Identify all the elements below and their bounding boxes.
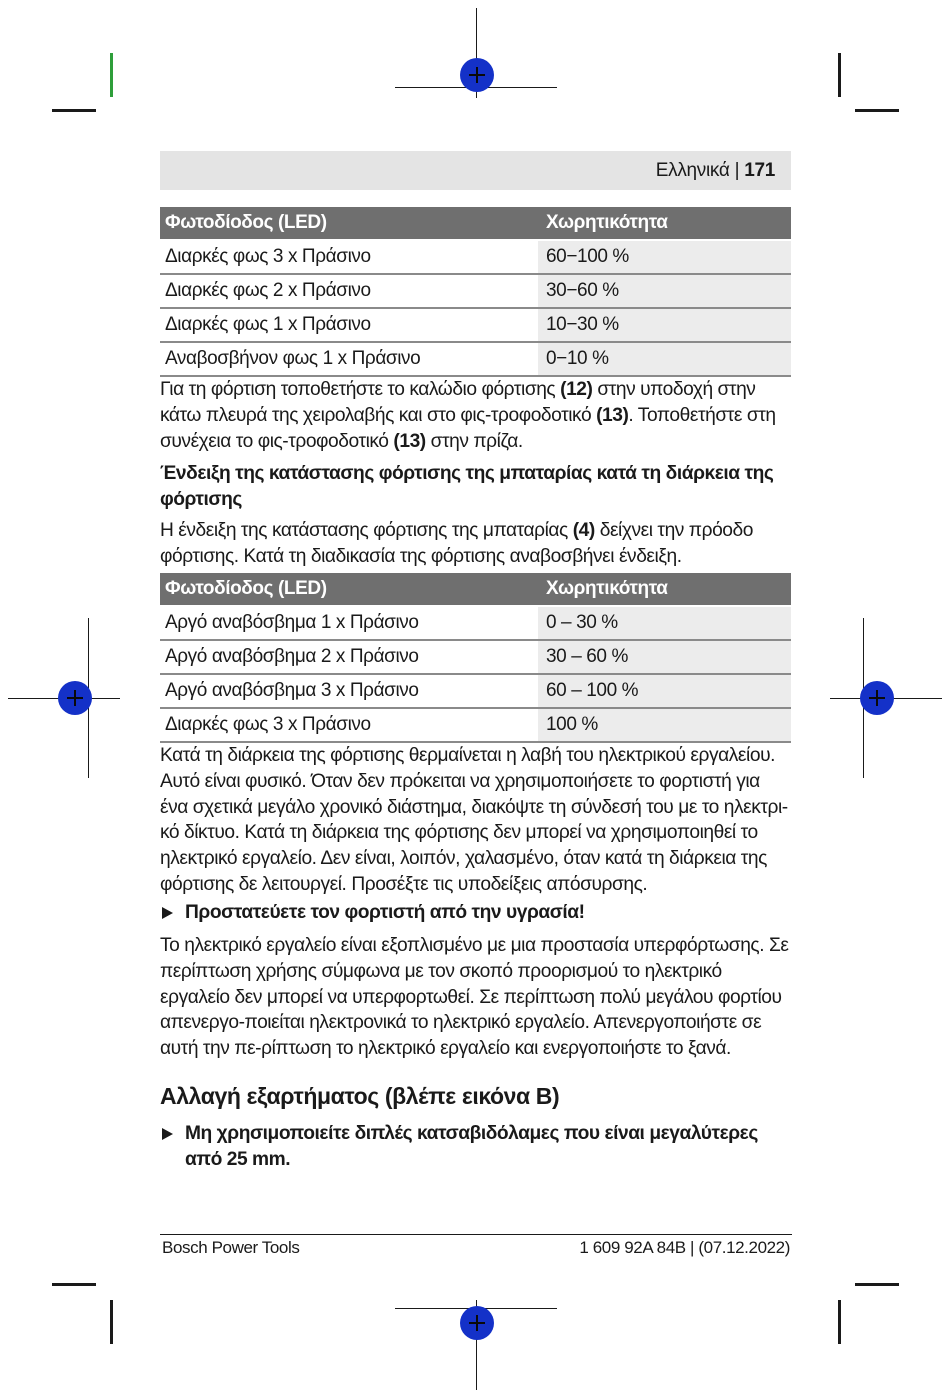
table-cell-capacity: 30−60 % <box>538 274 791 308</box>
warning-triangle-icon <box>162 1128 173 1140</box>
charging-led-table <box>160 573 791 743</box>
table-cell-capacity: 30 – 60 % <box>538 640 791 674</box>
reference-13: (13) <box>393 430 426 452</box>
warning-triangle-icon <box>162 907 173 919</box>
heating-note: Κατά τη διάρκεια της φόρτισης θερμαίνεται η λαβή του ηλεκτρικού εργαλείου. Αυτό είναι φυσικό. Όταν δεν πρόκειται να χρησιμοποιήσετε το φορτιστή για ένα σχετικά μεγάλο χρονικό διάστημα, διακόψτε τη σύνδεσή του με το ηλεκτρι-κό δίκτυο. Κατά τη διάρκεια της φόρτισης δεν μπορεί να χρησιμοποιηθεί το ηλεκτρικό εργαλείο. Δεν είναι, λοιπόν, χαλασμένο, όταν κατά τη διάρκεια της φόρτισης δε λειτουργεί. Προσέξτε τις υποδείξεις απόσυρσης. <box>160 745 788 895</box>
table-cell-capacity: 0−10 % <box>538 342 791 376</box>
table-header-capacity: Χωρητικότητα <box>538 573 791 606</box>
text-run: Για τη φόρτιση τοποθετήστε το καλώδιο φόρτισης <box>160 379 561 400</box>
warning-screwdriver-bits <box>160 1121 792 1173</box>
header-separator: | <box>734 160 740 181</box>
warning-text: Μη χρησιμοποιείτε διπλές κατσαβιδόλαμες που είναι μεγαλύτερες από 25 mm. <box>185 1123 758 1170</box>
warning-text: Προστατεύετε τον φορτιστή από την υγρασία! <box>185 902 585 923</box>
table-row <box>160 708 791 742</box>
overload-protection-note: Το ηλεκτρικό εργαλείο είναι εξοπλισμένο με μια προστασία υπερφόρτωσης. Σε περίπτωση χρήσης σύμφωνα με τον σκοπό προορισμού το ηλεκτρικό εργαλείο δεν μπορεί να υπερφορτωθεί. Σε περίπτωση πολύ μεγάλου φορτίου απενεργο-ποιείται ηλεκτρονικά το ηλεκτρικό εργαλείο. Απενεργοποιήστε σε αυτή την πε-ρίπτωση το ηλεκτρικό εργαλείο και ενεργοποιήστε το ξανά. <box>160 935 789 1060</box>
table-header-led: Φωτοδίοδος (LED) <box>160 573 538 606</box>
table-header-row <box>160 207 791 240</box>
table-cell-led: Αργό αναβόσβημα 3 x Πράσινο <box>160 674 538 708</box>
table-cell-capacity: 60 – 100 % <box>538 674 791 708</box>
warning-moisture <box>160 900 792 926</box>
footer-brand: Bosch Power Tools <box>162 1238 300 1257</box>
table-row <box>160 342 791 376</box>
table-row <box>160 640 791 674</box>
text-run: στην υποδοχή στην κάτω πλευρά της χειρολαβής και στο φις-τροφοδοτικό <box>160 379 756 426</box>
table-row <box>160 240 791 274</box>
registration-target-left-icon <box>58 681 92 715</box>
text-run: δείχνει την πρόοδο φόρτισης. Κατά τη διαδικασία της φόρτισης αναβοσβήνει ένδειξη. <box>160 520 753 567</box>
footer-document-code: 1 609 92A 84B | (07.12.2022) <box>579 1238 790 1257</box>
page-number: 171 <box>744 160 775 181</box>
reference-13: (13) <box>596 404 629 426</box>
reference-12: (12) <box>560 379 593 400</box>
crop-mark-bottom-right-vertical <box>838 1300 841 1344</box>
table-row <box>160 606 791 640</box>
page-header <box>160 151 791 190</box>
charge-state-heading: Ένδειξη της κατάστασης φόρτισης της μπαταρίας κατά τη διάρκεια της φόρτισης <box>160 463 774 510</box>
table-row <box>160 308 791 342</box>
footer-rule <box>160 1234 792 1235</box>
table-row <box>160 274 791 308</box>
table-header-row <box>160 573 791 606</box>
section-title: Αλλαγή εξαρτήματος (βλέπε εικόνα B) <box>160 1083 560 1109</box>
table-cell-capacity: 10−30 % <box>538 308 791 342</box>
table-cell-led: Αναβοσβήνον φως 1 x Πράσινο <box>160 342 538 376</box>
led-capacity-table <box>160 207 791 377</box>
table-cell-capacity: 100 % <box>538 708 791 742</box>
crop-mark-bottom-left-horizontal <box>52 1283 96 1286</box>
table-cell-led: Αργό αναβόσβημα 2 x Πράσινο <box>160 640 538 674</box>
header-language: Ελληνικά <box>655 160 730 181</box>
table-cell-led: Διαρκές φως 3 x Πράσινο <box>160 708 538 742</box>
table-cell-led: Διαρκές φως 2 x Πράσινο <box>160 274 538 308</box>
text-run: Η ένδειξη της κατάστασης φόρτισης της μπαταρίας <box>160 520 573 541</box>
charging-instructions <box>160 377 792 454</box>
crop-mark-top-left-vertical <box>110 53 113 97</box>
text-run: . Τοποθετήστε στη συνέχεια το φις-τροφοδοτικό <box>160 404 776 452</box>
table-cell-capacity: 0 – 30 % <box>538 606 791 640</box>
table-cell-led: Διαρκές φως 1 x Πράσινο <box>160 308 538 342</box>
table-cell-capacity: 60−100 % <box>538 240 791 274</box>
registration-target-top-icon <box>460 58 494 92</box>
crop-mark-top-right-vertical <box>838 53 841 97</box>
crop-mark-top-left-horizontal <box>52 109 96 112</box>
crop-mark-bottom-left-vertical <box>110 1300 113 1344</box>
table-cell-led: Αργό αναβόσβημα 1 x Πράσινο <box>160 606 538 640</box>
registration-target-bottom-icon <box>460 1306 494 1340</box>
reference-4: (4) <box>572 520 595 541</box>
crop-mark-bottom-right-horizontal <box>855 1283 899 1286</box>
header-text <box>656 160 775 182</box>
table-header-capacity: Χωρητικότητα <box>538 207 791 240</box>
table-header-led: Φωτοδίοδος (LED) <box>160 207 538 240</box>
table-row <box>160 674 791 708</box>
crop-mark-top-right-horizontal <box>855 109 899 112</box>
table-cell-led: Διαρκές φως 3 x Πράσινο <box>160 240 538 274</box>
charge-state-description <box>160 518 792 570</box>
text-run: στην πρίζα. <box>425 430 523 452</box>
registration-target-right-icon <box>860 681 894 715</box>
